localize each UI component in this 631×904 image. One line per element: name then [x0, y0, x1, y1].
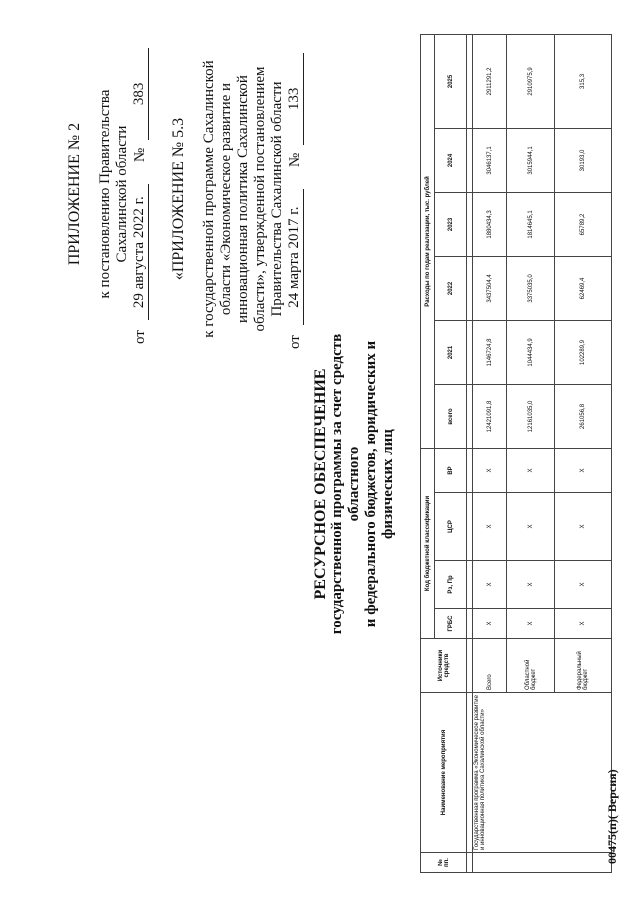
year-2024-cell: 30193,0 — [555, 128, 612, 192]
header-year-2023: 2023 — [435, 192, 467, 256]
header-num: № пп. — [421, 853, 467, 873]
rzpr-cell: Х — [507, 561, 555, 609]
vr-cell: Х — [555, 448, 612, 492]
header-year-2021: 2021 — [435, 320, 467, 384]
appendix-main-number: 383 — [131, 48, 149, 140]
csr-cell: Х — [473, 493, 507, 561]
appendix-old-from: от — [287, 335, 303, 349]
appendix-main-line1: к постановлению Правительства — [97, 89, 113, 299]
appendix-old-line3: инновационная политика Сахалинской — [235, 75, 251, 323]
grbs-cell: Х — [473, 609, 507, 639]
year-2022-cell: 62469,4 — [555, 256, 612, 320]
appendix-main-from: от — [132, 330, 148, 344]
source-cell: Федеральный бюджет — [555, 639, 612, 693]
header-grbs: ГРБС — [435, 609, 467, 639]
appendix-main-num-sign: № — [132, 147, 148, 163]
appendix-main-line2: Сахалинской области — [114, 125, 130, 263]
year-2025-cell: 315,3 — [555, 34, 612, 128]
header-year-2024: 2024 — [435, 128, 467, 192]
appendix-old-line2: области «Экономическое развитие и — [218, 82, 234, 316]
source-cell: Всего — [473, 639, 507, 693]
appendix-old-line5: Правительства Сахалинской области — [269, 81, 285, 317]
header-source: Источники средств — [421, 639, 467, 693]
year-2023-cell: 65789,2 — [555, 192, 612, 256]
header-year-2022: 2022 — [435, 256, 467, 320]
csr-cell: Х — [555, 493, 612, 561]
year-2021-cell: 102289,9 — [555, 320, 612, 384]
table-row — [473, 34, 507, 872]
appendix-old-num-sign: № — [287, 152, 303, 168]
header-vr: ВР — [435, 448, 467, 492]
year-2023-cell: 1880434,3 — [473, 192, 507, 256]
year-2021-cell: 1146724,8 — [473, 320, 507, 384]
year-2021-cell: 1044434,9 — [507, 320, 555, 384]
vr-cell: Х — [507, 448, 555, 492]
total-cell: 12421091,8 — [473, 384, 507, 448]
appendix-main-date-line — [131, 44, 149, 344]
grbs-cell: Х — [507, 609, 555, 639]
program-name-cell: Государственная программа «Экономическое развитие и инновационная политика Сахалинской области» — [473, 693, 612, 853]
heading-line3: и федерального бюджетов, юридических и физических лиц — [363, 340, 396, 628]
heading-line2: государственной программы за счет средств областного — [329, 333, 362, 635]
appendix-old-date-line — [286, 49, 304, 349]
total-cell: 12161035,0 — [507, 384, 555, 448]
rzpr-cell: Х — [555, 561, 612, 609]
document-version-code: 00475(п)( Версия) — [605, 769, 619, 864]
year-2022-cell: 3375035,0 — [507, 256, 555, 320]
vr-cell: Х — [473, 448, 507, 492]
header-csr: ЦСР — [435, 493, 467, 561]
header-total: всего — [435, 384, 467, 448]
header-year-2025: 2025 — [435, 34, 467, 128]
appendix-old-date: 24 марта 2017 г. — [286, 189, 304, 325]
year-2024-cell: 3015944,1 — [507, 128, 555, 192]
appendix-old-title: «ПРИЛОЖЕНИЕ № 5.3 — [170, 117, 187, 281]
document-heading — [312, 314, 397, 654]
year-2025-cell: 2910975,9 — [507, 34, 555, 128]
table-header-row-1 — [421, 34, 435, 872]
header-name: Наименование мероприятия — [421, 693, 467, 853]
total-cell: 261056,8 — [555, 384, 612, 448]
year-2024-cell: 3046137,1 — [473, 128, 507, 192]
rzpr-cell: Х — [473, 561, 507, 609]
appendix-main-date: 29 августа 2022 г. — [131, 184, 149, 320]
year-2025-cell: 2911291,2 — [473, 34, 507, 128]
appendix-old-block — [170, 49, 304, 349]
header-budget-codes: Код бюджетной классификации — [421, 448, 435, 638]
appendix-old-number: 133 — [286, 53, 304, 145]
resource-table — [420, 34, 612, 873]
header-costs: Расходы по годам реализации, тыс. рублей — [421, 34, 435, 448]
appendix-old-line1: к государственной программе Сахалинской — [201, 60, 217, 338]
appendix-main-title: ПРИЛОЖЕНИЕ № 2 — [66, 122, 83, 266]
header-rzpr: Рз, Пр — [435, 561, 467, 609]
source-cell: Областной бюджет — [507, 639, 555, 693]
year-2022-cell: 3437504,4 — [473, 256, 507, 320]
csr-cell: Х — [507, 493, 555, 561]
year-2023-cell: 1814645,1 — [507, 192, 555, 256]
appendix-old-line4: области», утвержденной постановлением — [252, 66, 268, 332]
appendix-main-block — [66, 44, 149, 344]
grbs-cell: Х — [555, 609, 612, 639]
heading-line1: РЕСУРСНОЕ ОБЕСПЕЧЕНИЕ — [312, 368, 329, 600]
